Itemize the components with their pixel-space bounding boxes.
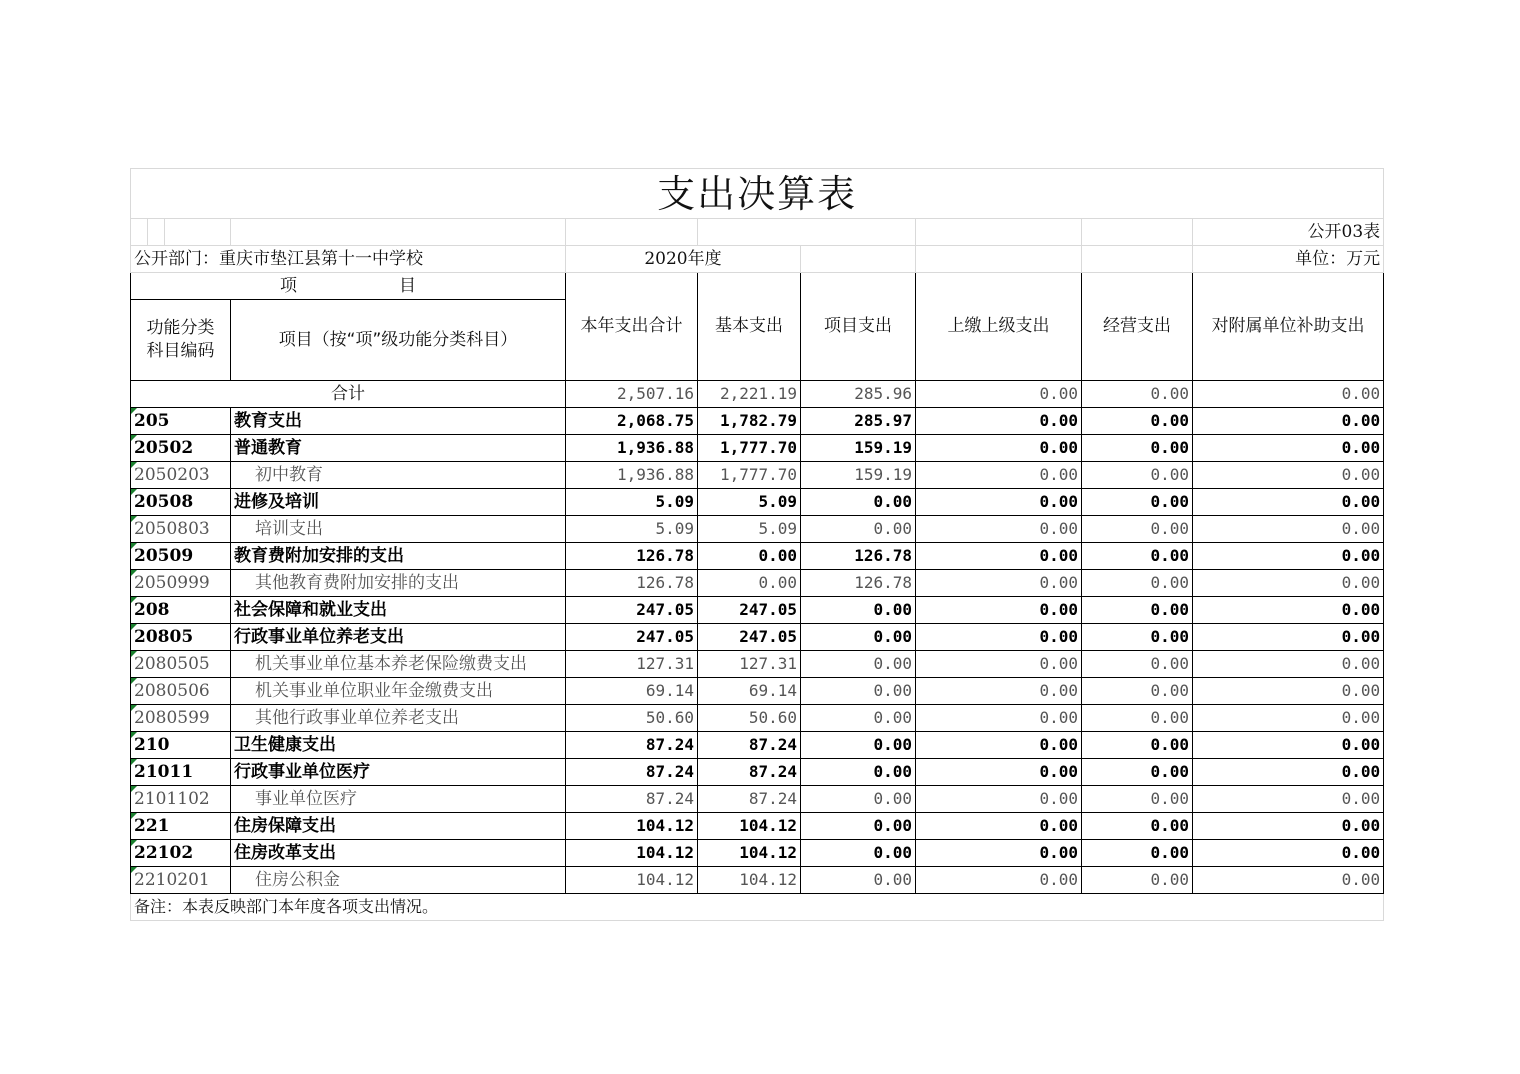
table-row — [131, 489, 1384, 516]
table-row — [131, 651, 1384, 678]
row-value: 0.00 — [1082, 759, 1193, 786]
row-name: 机关事业单位职业年金缴费支出 — [231, 678, 566, 705]
row-value: 87.24 — [566, 759, 698, 786]
row-value: 127.31 — [698, 651, 801, 678]
row-value: 87.24 — [566, 732, 698, 759]
row-value: 50.60 — [566, 705, 698, 732]
row-code: 210 — [131, 732, 231, 759]
row-code: 22102 — [131, 840, 231, 867]
row-value: 0.00 — [1193, 489, 1384, 516]
row-code: 2080506 — [131, 678, 231, 705]
header-subsidy: 对附属单位补助支出 — [1193, 273, 1384, 381]
row-value: 0.00 — [1082, 408, 1193, 435]
row-name: 其他教育费附加安排的支出 — [231, 570, 566, 597]
row-name: 初中教育 — [231, 462, 566, 489]
row-value: 0.00 — [1193, 678, 1384, 705]
table-row — [131, 543, 1384, 570]
row-value: 1,936.88 — [566, 462, 698, 489]
row-value: 0.00 — [1193, 543, 1384, 570]
fiscal-year: 2020年度 — [566, 246, 801, 273]
row-value: 0.00 — [916, 489, 1082, 516]
row-value: 0.00 — [1193, 651, 1384, 678]
row-value: 247.05 — [566, 597, 698, 624]
row-value: 0.00 — [1082, 543, 1193, 570]
row-value: 0.00 — [916, 678, 1082, 705]
row-value: 0.00 — [698, 543, 801, 570]
row-value: 69.14 — [698, 678, 801, 705]
row-value: 159.19 — [801, 462, 916, 489]
table-row — [131, 597, 1384, 624]
row-code: 208 — [131, 597, 231, 624]
row-value: 0.00 — [1193, 867, 1384, 894]
row-name: 事业单位医疗 — [231, 786, 566, 813]
row-value: 0.00 — [1082, 489, 1193, 516]
row-value: 0.00 — [1082, 732, 1193, 759]
row-value: 0.00 — [801, 489, 916, 516]
row-code: 2080599 — [131, 705, 231, 732]
row-value: 87.24 — [566, 786, 698, 813]
row-value: 5.09 — [698, 516, 801, 543]
row-value: 5.09 — [566, 489, 698, 516]
row-name: 住房保障支出 — [231, 813, 566, 840]
row-value: 0.00 — [801, 597, 916, 624]
row-code: 20508 — [131, 489, 231, 516]
row-value: 126.78 — [801, 543, 916, 570]
row-name: 教育支出 — [231, 408, 566, 435]
header-item: 项 目 — [131, 273, 566, 300]
table-row — [131, 786, 1384, 813]
expenditure-table — [130, 168, 1384, 921]
row-value: 1,777.70 — [698, 462, 801, 489]
row-value: 1,936.88 — [566, 435, 698, 462]
row-value: 0.00 — [1082, 840, 1193, 867]
row-value: 126.78 — [801, 570, 916, 597]
row-value: 0.00 — [916, 543, 1082, 570]
row-value: 0.00 — [801, 678, 916, 705]
row-value: 0.00 — [1193, 705, 1384, 732]
row-code: 2101102 — [131, 786, 231, 813]
total-row: 合计 2,507.16 2,221.19 285.96 0.00 0.00 0.00 — [131, 381, 1384, 408]
unit-label: 单位：万元 — [1193, 246, 1384, 273]
table-row — [131, 570, 1384, 597]
row-name: 机关事业单位基本养老保险缴费支出 — [231, 651, 566, 678]
footnote: 备注：本表反映部门本年度各项支出情况。 — [131, 894, 1384, 921]
header-basic: 基本支出 — [698, 273, 801, 381]
row-value: 0.00 — [916, 462, 1082, 489]
row-value: 0.00 — [916, 705, 1082, 732]
row-value: 0.00 — [916, 651, 1082, 678]
row-value: 0.00 — [1082, 597, 1193, 624]
row-value: 0.00 — [1082, 435, 1193, 462]
row-code: 21011 — [131, 759, 231, 786]
row-code: 20502 — [131, 435, 231, 462]
row-value: 285.97 — [801, 408, 916, 435]
row-code: 205 — [131, 408, 231, 435]
row-value: 0.00 — [1193, 786, 1384, 813]
header-project: 项目（按“项”级功能分类科目） — [231, 300, 566, 381]
row-value: 0.00 — [916, 435, 1082, 462]
row-value: 87.24 — [698, 759, 801, 786]
row-value: 104.12 — [566, 813, 698, 840]
row-value: 159.19 — [801, 435, 916, 462]
row-value: 0.00 — [1082, 624, 1193, 651]
table-row — [131, 678, 1384, 705]
row-value: 0.00 — [1193, 624, 1384, 651]
row-value: 0.00 — [1082, 678, 1193, 705]
row-value: 0.00 — [1082, 867, 1193, 894]
row-value: 0.00 — [698, 570, 801, 597]
header-business: 经营支出 — [1082, 273, 1193, 381]
row-value: 69.14 — [566, 678, 698, 705]
row-value: 0.00 — [801, 813, 916, 840]
row-value: 0.00 — [916, 570, 1082, 597]
row-value: 5.09 — [698, 489, 801, 516]
row-value: 247.05 — [566, 624, 698, 651]
table-row — [131, 516, 1384, 543]
row-code: 20805 — [131, 624, 231, 651]
table-row — [131, 408, 1384, 435]
row-value: 2,068.75 — [566, 408, 698, 435]
row-value: 0.00 — [1193, 813, 1384, 840]
row-value: 104.12 — [566, 840, 698, 867]
row-value: 0.00 — [1193, 435, 1384, 462]
row-value: 0.00 — [1082, 570, 1193, 597]
row-code: 2050803 — [131, 516, 231, 543]
row-value: 0.00 — [916, 813, 1082, 840]
row-value: 0.00 — [916, 867, 1082, 894]
row-value: 0.00 — [801, 759, 916, 786]
table-row — [131, 435, 1384, 462]
row-value: 0.00 — [916, 732, 1082, 759]
row-name: 普通教育 — [231, 435, 566, 462]
row-value: 0.00 — [1082, 705, 1193, 732]
row-value: 0.00 — [1193, 570, 1384, 597]
row-value: 127.31 — [566, 651, 698, 678]
row-value: 0.00 — [1193, 516, 1384, 543]
row-value: 5.09 — [566, 516, 698, 543]
row-value: 247.05 — [698, 624, 801, 651]
row-code: 2050999 — [131, 570, 231, 597]
row-name: 其他行政事业单位养老支出 — [231, 705, 566, 732]
row-value: 0.00 — [1082, 516, 1193, 543]
table-row — [131, 813, 1384, 840]
row-value: 0.00 — [1082, 786, 1193, 813]
department-label: 公开部门：重庆市垫江县第十一中学校 — [131, 246, 566, 273]
row-value: 0.00 — [801, 867, 916, 894]
row-value: 0.00 — [801, 705, 916, 732]
row-name: 住房公积金 — [231, 867, 566, 894]
row-value: 0.00 — [801, 732, 916, 759]
row-value: 0.00 — [1193, 462, 1384, 489]
row-value: 0.00 — [916, 840, 1082, 867]
row-value: 0.00 — [801, 840, 916, 867]
row-value: 104.12 — [566, 867, 698, 894]
row-value: 0.00 — [1193, 597, 1384, 624]
row-value: 0.00 — [916, 516, 1082, 543]
row-value: 0.00 — [1193, 732, 1384, 759]
row-name: 住房改革支出 — [231, 840, 566, 867]
table-row — [131, 732, 1384, 759]
row-code: 20509 — [131, 543, 231, 570]
row-value: 0.00 — [916, 597, 1082, 624]
row-value: 0.00 — [1082, 651, 1193, 678]
row-value: 0.00 — [801, 624, 916, 651]
row-value: 0.00 — [1193, 759, 1384, 786]
row-name: 进修及培训 — [231, 489, 566, 516]
header-upper: 上缴上级支出 — [916, 273, 1082, 381]
row-value: 0.00 — [916, 624, 1082, 651]
row-value: 0.00 — [916, 408, 1082, 435]
row-value: 126.78 — [566, 543, 698, 570]
row-name: 卫生健康支出 — [231, 732, 566, 759]
row-value: 87.24 — [698, 786, 801, 813]
row-value: 0.00 — [1082, 813, 1193, 840]
header-func-code: 功能分类科目编码 — [131, 300, 231, 381]
row-value: 0.00 — [1193, 408, 1384, 435]
row-value: 247.05 — [698, 597, 801, 624]
row-code: 221 — [131, 813, 231, 840]
expenditure-sheet — [130, 168, 1383, 921]
row-name: 行政事业单位养老支出 — [231, 624, 566, 651]
form-number: 公开03表 — [1193, 219, 1384, 246]
row-code: 2050203 — [131, 462, 231, 489]
row-code: 2210201 — [131, 867, 231, 894]
header-total: 本年支出合计 — [566, 273, 698, 381]
row-value: 0.00 — [801, 786, 916, 813]
row-value: 0.00 — [801, 516, 916, 543]
row-value: 87.24 — [698, 732, 801, 759]
table-row — [131, 840, 1384, 867]
row-value: 1,777.70 — [698, 435, 801, 462]
row-value: 104.12 — [698, 867, 801, 894]
row-name: 社会保障和就业支出 — [231, 597, 566, 624]
row-code: 2080505 — [131, 651, 231, 678]
total-label: 合计 — [131, 381, 566, 408]
page-title: 支出决算表 — [131, 169, 1384, 219]
row-value: 1,782.79 — [698, 408, 801, 435]
table-row — [131, 867, 1384, 894]
row-value: 0.00 — [1082, 462, 1193, 489]
header-project-exp: 项目支出 — [801, 273, 916, 381]
row-name: 行政事业单位医疗 — [231, 759, 566, 786]
table-row — [131, 624, 1384, 651]
row-value: 126.78 — [566, 570, 698, 597]
row-value: 104.12 — [698, 813, 801, 840]
table-row — [131, 705, 1384, 732]
row-value: 50.60 — [698, 705, 801, 732]
row-name: 教育费附加安排的支出 — [231, 543, 566, 570]
table-row — [131, 759, 1384, 786]
row-value: 0.00 — [916, 759, 1082, 786]
row-value: 0.00 — [801, 651, 916, 678]
table-row — [131, 462, 1384, 489]
row-value: 0.00 — [916, 786, 1082, 813]
row-name: 培训支出 — [231, 516, 566, 543]
row-value: 0.00 — [1193, 840, 1384, 867]
row-value: 104.12 — [698, 840, 801, 867]
